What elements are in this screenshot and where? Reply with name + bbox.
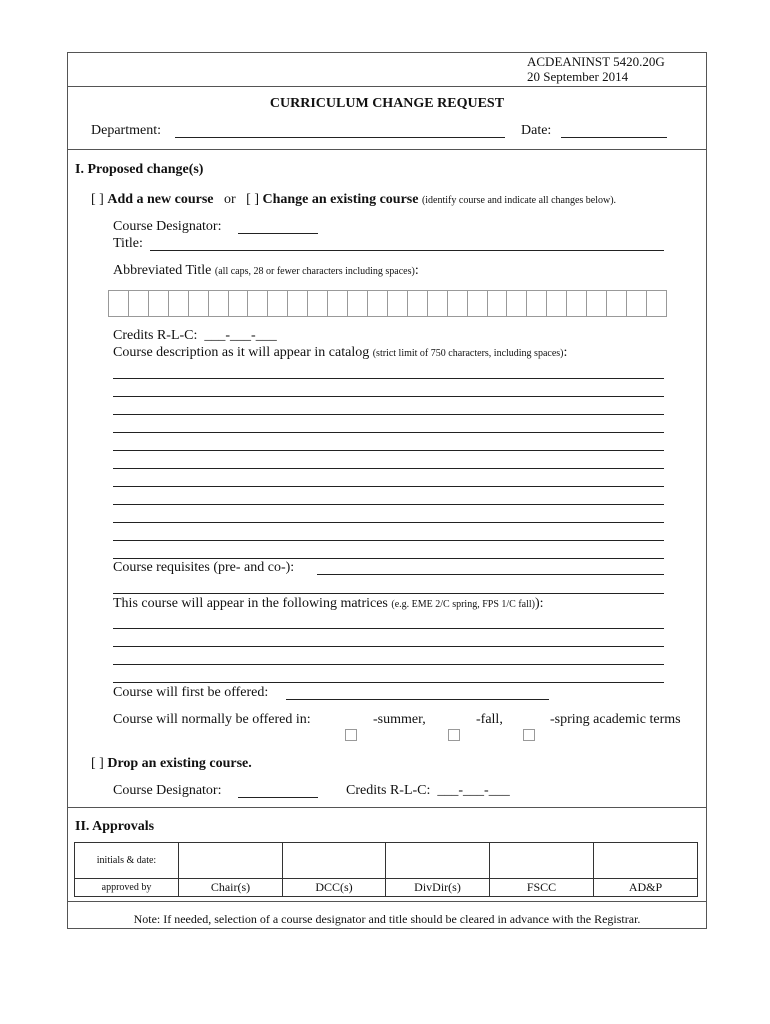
section2-divider	[67, 807, 707, 808]
char-cell[interactable]	[189, 291, 209, 316]
matrices-label: This course will appear in the following matrices	[113, 596, 388, 611]
matrices-line[interactable]	[113, 628, 664, 629]
approved-by-label: approved by	[75, 879, 179, 897]
description-line[interactable]	[113, 450, 664, 451]
matrices-note: (e.g. EME 2/C spring, FPS 1/C fall)	[391, 599, 535, 610]
description-line[interactable]	[113, 522, 664, 523]
drop-designator-label: Course Designator:	[113, 783, 222, 798]
first-offered-field[interactable]	[286, 699, 549, 700]
description-colon: :	[563, 345, 568, 360]
char-cell[interactable]	[229, 291, 249, 316]
char-cell[interactable]	[308, 291, 328, 316]
term-summer-label: -summer,	[373, 712, 426, 727]
description-line[interactable]	[113, 540, 664, 541]
column-chair: Chair(s)	[179, 879, 283, 897]
form-title: CURRICULUM CHANGE REQUEST	[269, 96, 505, 111]
char-cell[interactable]	[248, 291, 268, 316]
matrices-line[interactable]	[113, 646, 664, 647]
column-adp: AD&P	[594, 879, 698, 897]
first-offered-label: Course will first be offered:	[113, 685, 269, 700]
matrices-row	[113, 596, 544, 612]
instruction-id: ACDEANINST 5420.20G	[527, 54, 665, 69]
course-designator-label: Course Designator:	[113, 219, 222, 234]
char-cell[interactable]	[468, 291, 488, 316]
change-type-row	[91, 192, 616, 208]
date-label: Date:	[521, 123, 552, 138]
section2-heading: II. Approvals	[75, 819, 155, 834]
department-label: Department:	[91, 123, 161, 138]
date-field[interactable]	[561, 137, 667, 138]
char-cell[interactable]	[647, 291, 666, 316]
char-cell[interactable]	[388, 291, 408, 316]
char-cell[interactable]	[109, 291, 129, 316]
char-cell[interactable]	[268, 291, 288, 316]
column-divdir: DivDir(s)	[386, 879, 490, 897]
add-course-checkbox[interactable]: [ ]	[91, 192, 104, 207]
initials-cell-adp[interactable]	[594, 843, 698, 879]
matrices-colon: ):	[535, 596, 544, 611]
drop-credits-field[interactable]: ___-___-___	[437, 783, 510, 798]
char-cell[interactable]	[488, 291, 508, 316]
footer-divider	[67, 901, 707, 902]
change-course-note: (identify course and indicate all changes below).	[421, 195, 617, 206]
instruction-date: 20 September 2014	[527, 69, 629, 84]
description-note: (strict limit of 750 characters, including spaces)	[372, 348, 564, 359]
description-line[interactable]	[113, 558, 664, 559]
course-designator-field[interactable]	[238, 233, 318, 234]
section1-heading: I. Proposed change(s)	[75, 162, 204, 177]
instruction-header	[527, 54, 665, 84]
description-line[interactable]	[113, 378, 664, 379]
credits-field[interactable]: ___-___-___	[204, 328, 277, 343]
department-field[interactable]	[175, 137, 505, 138]
initials-label: initials & date:	[75, 843, 179, 879]
initials-cell-dcc[interactable]	[283, 843, 386, 879]
section1-divider	[67, 149, 707, 150]
abbrev-title-grid[interactable]	[108, 290, 667, 317]
header-divider	[67, 86, 707, 87]
add-course-label: Add a new course	[107, 192, 214, 207]
drop-course-label: Drop an existing course.	[107, 756, 252, 771]
char-cell[interactable]	[448, 291, 468, 316]
char-cell[interactable]	[169, 291, 189, 316]
title-field[interactable]	[150, 250, 664, 251]
initials-row	[75, 843, 698, 879]
description-line[interactable]	[113, 396, 664, 397]
requisites-field[interactable]	[317, 574, 664, 575]
normally-offered-label: Course will normally be offered in:	[113, 712, 311, 727]
char-cell[interactable]	[129, 291, 149, 316]
char-cell[interactable]	[328, 291, 348, 316]
matrices-line[interactable]	[113, 664, 664, 665]
abbrev-title-note: (all caps, 28 or fewer characters including spaces)	[214, 266, 415, 277]
credits-label: Credits R-L-C:	[113, 328, 198, 343]
char-cell[interactable]	[428, 291, 448, 316]
drop-credits-row	[346, 783, 510, 799]
drop-designator-field[interactable]	[238, 797, 318, 798]
or-text: or	[224, 192, 236, 207]
char-cell[interactable]	[627, 291, 647, 316]
char-cell[interactable]	[527, 291, 547, 316]
description-line[interactable]	[113, 432, 664, 433]
char-cell[interactable]	[547, 291, 567, 316]
approved-by-row	[75, 879, 698, 897]
requisites-line[interactable]	[113, 593, 664, 594]
description-label: Course description as it will appear in catalog	[113, 345, 370, 360]
initials-cell-fscc[interactable]	[490, 843, 594, 879]
char-cell[interactable]	[149, 291, 169, 316]
description-row	[113, 345, 567, 361]
matrices-line[interactable]	[113, 682, 664, 683]
column-fscc: FSCC	[490, 879, 594, 897]
abbrev-title-row	[113, 263, 419, 279]
credits-row	[113, 328, 277, 344]
approvals-table	[74, 842, 698, 897]
initials-cell-chair[interactable]	[179, 843, 283, 879]
drop-course-checkbox[interactable]: [ ]	[91, 756, 104, 771]
summer-checkbox[interactable]	[345, 729, 357, 741]
requisites-label: Course requisites (pre- and co-):	[113, 560, 295, 575]
change-course-checkbox[interactable]: [ ]	[246, 192, 259, 207]
drop-row	[91, 756, 252, 772]
char-cell[interactable]	[288, 291, 308, 316]
char-cell[interactable]	[209, 291, 229, 316]
fall-checkbox[interactable]	[448, 729, 460, 741]
initials-cell-divdir[interactable]	[386, 843, 490, 879]
char-cell[interactable]	[607, 291, 627, 316]
description-line[interactable]	[113, 468, 664, 469]
title-label: Title:	[113, 236, 143, 251]
description-line[interactable]	[113, 504, 664, 505]
char-cell[interactable]	[567, 291, 587, 316]
description-line[interactable]	[113, 486, 664, 487]
char-cell[interactable]	[507, 291, 527, 316]
abbrev-title-colon: :	[414, 263, 419, 278]
char-cell[interactable]	[368, 291, 388, 316]
char-cell[interactable]	[408, 291, 428, 316]
drop-credits-label: Credits R-L-C:	[346, 783, 431, 798]
term-fall-label: -fall,	[476, 712, 503, 727]
footer-note: Note: If needed, selection of a course designator and title should be cleared in advance with the Registrar.	[133, 912, 641, 926]
term-spring-label: -spring academic terms	[550, 712, 681, 727]
change-course-label: Change an existing course	[262, 192, 419, 207]
column-dcc: DCC(s)	[283, 879, 386, 897]
char-cell[interactable]	[348, 291, 368, 316]
description-line[interactable]	[113, 414, 664, 415]
abbrev-title-label: Abbreviated Title	[113, 263, 212, 278]
char-cell[interactable]	[587, 291, 607, 316]
spring-checkbox[interactable]	[523, 729, 535, 741]
